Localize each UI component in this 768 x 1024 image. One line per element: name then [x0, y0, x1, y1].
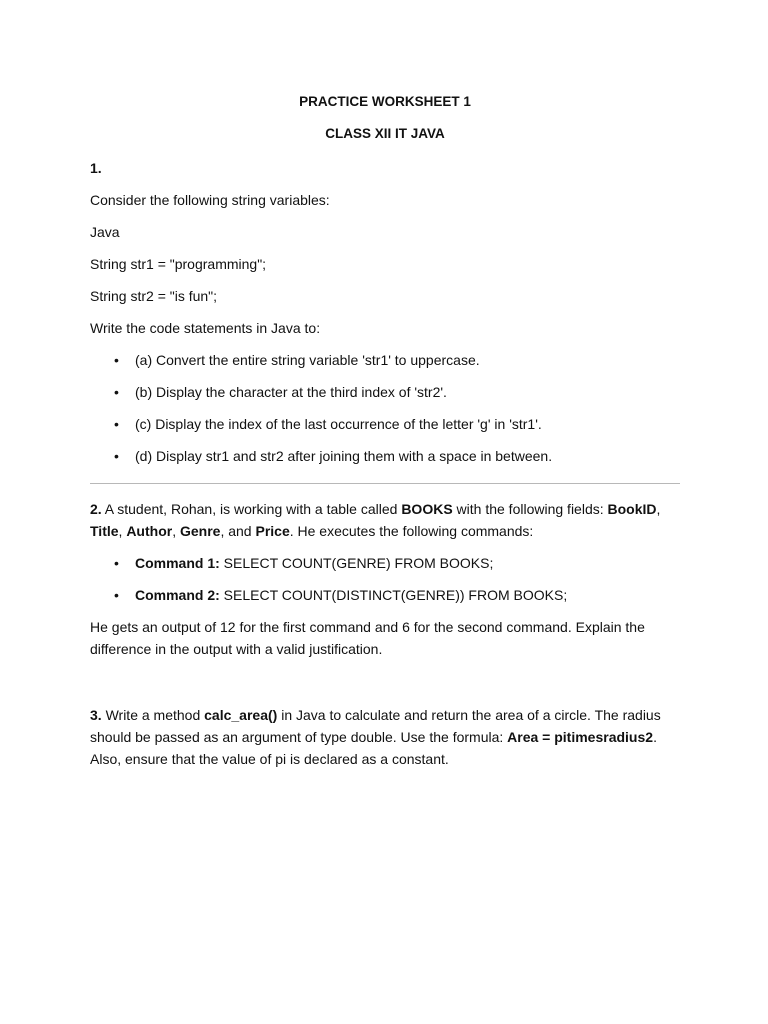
question-2-text-part: A student, Rohan, is working with a table called: [101, 501, 402, 517]
worksheet-title: PRACTICE WORKSHEET 1: [299, 94, 471, 109]
command-2-label: Command 2:: [135, 587, 220, 603]
bullet-icon: •: [114, 448, 119, 464]
list-item-text: (c) Display the index of the last occurrence of the letter 'g' in 'str1'.: [135, 416, 542, 432]
question-1-task: Write the code statements in Java to:: [90, 320, 321, 336]
list-item: [90, 445, 680, 467]
question-3: [90, 704, 680, 770]
question-2-commands: [90, 552, 680, 606]
list-item: [90, 552, 680, 574]
question-3-text-part: . Also, ensure that the value of pi is declared as a constant.: [90, 729, 657, 767]
question-2-number: 2.: [90, 501, 102, 517]
separator: ,: [656, 501, 661, 517]
bullet-icon: •: [114, 587, 119, 603]
command-2-text: SELECT COUNT(DISTINCT(GENRE)) FROM BOOKS;: [219, 587, 568, 603]
bullet-icon: •: [114, 416, 119, 432]
list-item: [90, 349, 680, 371]
field-bookid: BookID: [607, 501, 657, 517]
bullet-icon: •: [114, 352, 119, 368]
field-author: Author: [126, 523, 173, 539]
question-3-text: [90, 704, 680, 770]
list-item: [90, 413, 680, 435]
question-2-text-part: with the following fields:: [452, 501, 608, 517]
command-1-label: Command 1:: [135, 555, 220, 571]
list-item-text: (b) Display the character at the third index of 'str2'.: [135, 384, 447, 400]
section-divider: [90, 483, 680, 484]
bullet-icon: •: [114, 384, 119, 400]
separator: ,: [118, 523, 127, 539]
worksheet-content: [90, 93, 680, 780]
question-2-text-part: . He executes the following commands:: [289, 523, 534, 539]
question-1-intro: Consider the following string variables:: [90, 192, 330, 208]
command-1-text: SELECT COUNT(GENRE) FROM BOOKS;: [219, 555, 494, 571]
question-3-number: 3.: [90, 707, 102, 723]
list-item: [90, 584, 680, 606]
separator: , and: [220, 523, 256, 539]
table-name: BOOKS: [401, 501, 453, 517]
code-line-str2: String str2 = "is fun";: [90, 288, 218, 304]
list-item: [90, 381, 680, 403]
question-3-text-part: Write a method: [101, 707, 205, 723]
code-language-label: Java: [90, 224, 120, 240]
field-title: Title: [90, 523, 119, 539]
spacer: [90, 670, 680, 704]
question-1: [90, 157, 680, 467]
field-genre: Genre: [179, 523, 221, 539]
worksheet-subtitle: CLASS XII IT JAVA: [325, 126, 445, 141]
separator: ,: [172, 523, 180, 539]
question-2-outro: He gets an output of 12 for the first command and 6 for the second command. Explain the difference in the output with a valid justification.: [90, 619, 645, 657]
method-name: calc_area(): [204, 707, 278, 723]
list-item-text: (a) Convert the entire string variable 'str1' to uppercase.: [135, 352, 480, 368]
area-formula: Area = pitimesradius2: [507, 729, 654, 745]
list-item-text: (d) Display str1 and str2 after joining them with a space in between.: [135, 448, 553, 464]
question-2: [90, 498, 680, 660]
question-1-list: [90, 349, 680, 467]
field-price: Price: [255, 523, 290, 539]
question-1-number: 1.: [90, 160, 102, 176]
question-3-text-part: in Java to calculate and return the area of a circle. The radius should be passed as an argument of type double. Use the formula:: [90, 707, 661, 745]
question-2-text: [90, 498, 680, 542]
bullet-icon: •: [114, 555, 119, 571]
code-line-str1: String str1 = "programming";: [90, 256, 267, 272]
